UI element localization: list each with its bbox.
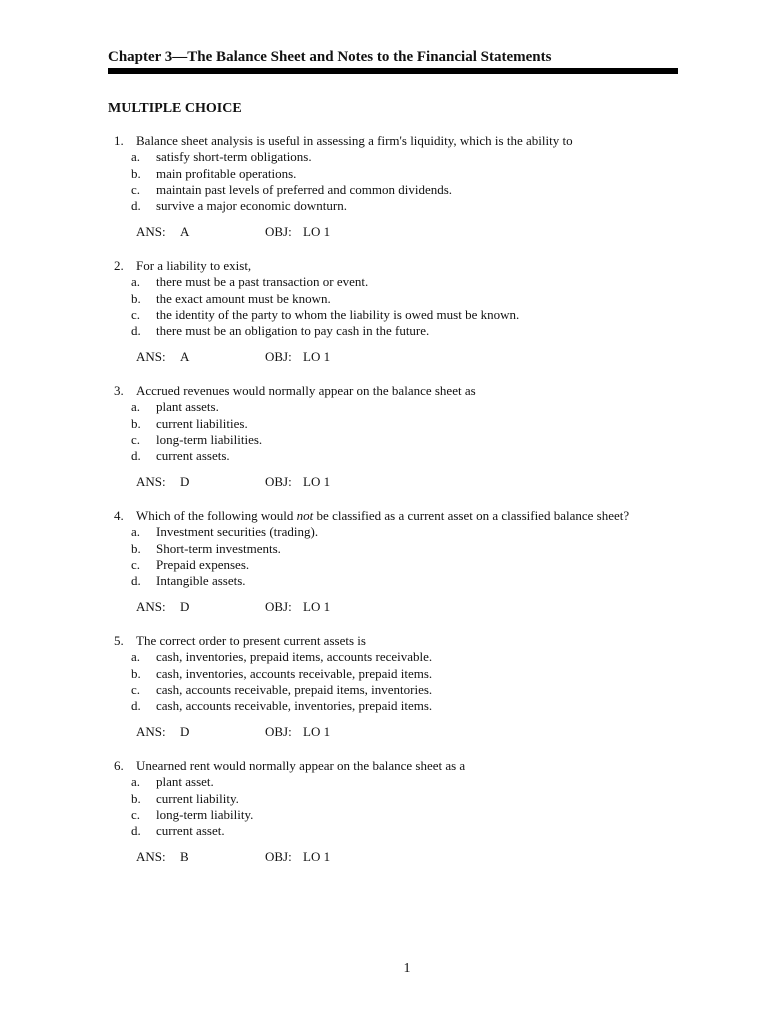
option-text: long-term liabilities. [156, 431, 263, 447]
option-b [114, 416, 694, 432]
option-d [114, 323, 694, 339]
objective-label: OBJ: [265, 224, 292, 240]
option-text: cash, accounts receivable, prepaid items, inventories. [156, 681, 433, 697]
option-letter: c. [131, 681, 141, 697]
question-number: 3. [114, 383, 124, 398]
answer-value: A [180, 349, 190, 365]
option-letter: b. [131, 665, 141, 681]
option-text: cash, accounts receivable, inventories, prepaid items. [156, 698, 433, 714]
option-letter: a. [131, 774, 141, 790]
objective-value: LO 1 [303, 849, 331, 865]
answer-value: A [180, 224, 190, 240]
option-c [114, 807, 694, 823]
objective-label: OBJ: [265, 849, 292, 865]
option-letter: a. [131, 649, 141, 665]
option-d [114, 823, 694, 839]
option-text: the identity of the party to whom the liability is owed must be known. [156, 306, 520, 322]
option-text: the exact amount must be known. [156, 290, 331, 306]
option-letter: b. [131, 165, 141, 181]
option-letter: d. [131, 823, 141, 839]
answer-label: ANS: [136, 224, 166, 240]
option-b [114, 541, 694, 557]
option-c [114, 557, 694, 573]
answer-value: D [180, 599, 190, 615]
option-letter: d. [131, 573, 141, 589]
option-text: there must be a past transaction or event. [156, 274, 369, 290]
option-b [114, 791, 694, 807]
option-letter: a. [131, 149, 141, 165]
question-number: 6. [114, 758, 124, 773]
option-c [114, 307, 694, 323]
option-c [114, 432, 694, 448]
option-text: current asset. [156, 823, 225, 839]
option-letter: d. [131, 698, 141, 714]
answer-line [114, 224, 694, 240]
option-letter: d. [131, 323, 141, 339]
objective-label: OBJ: [265, 349, 292, 365]
objective-value: LO 1 [303, 224, 331, 240]
question-stem [114, 633, 694, 649]
objective-value: LO 1 [303, 724, 331, 740]
answer-line [114, 349, 694, 365]
option-a [114, 774, 694, 790]
option-text: cash, inventories, accounts receivable, prepaid items. [156, 665, 433, 681]
answer-value: D [180, 724, 190, 740]
question-text: Accrued revenues would normally appear on the balance sheet as [136, 383, 476, 398]
option-text: satisfy short-term obligations. [156, 149, 312, 165]
option-text: current liabilities. [156, 415, 248, 431]
question-text-before: Which of the following would [136, 508, 297, 523]
option-b [114, 166, 694, 182]
option-text: current assets. [156, 448, 230, 464]
option-letter: a. [131, 399, 141, 415]
option-letter: b. [131, 290, 141, 306]
question-text: Unearned rent would normally appear on the balance sheet as a [136, 758, 466, 773]
question-2 [114, 258, 694, 365]
option-letter: b. [131, 540, 141, 556]
option-text: cash, inventories, prepaid items, accounts receivable. [156, 649, 433, 665]
question-emphasis: not [296, 508, 314, 523]
question-6 [114, 758, 694, 865]
objective-value: LO 1 [303, 349, 331, 365]
option-text: Intangible assets. [156, 573, 246, 589]
question-text [136, 508, 629, 524]
option-text: Prepaid expenses. [156, 556, 250, 572]
option-text: current liability. [156, 790, 239, 806]
option-text: survive a major economic downturn. [156, 198, 347, 214]
question-number: 1. [114, 133, 124, 148]
objective-label: OBJ: [265, 474, 292, 490]
option-text: plant asset. [156, 774, 214, 790]
option-letter: c. [131, 181, 141, 197]
option-d [114, 573, 694, 589]
option-letter: c. [131, 306, 141, 322]
option-text: long-term liability. [156, 806, 254, 822]
option-text: Investment securities (trading). [156, 524, 319, 540]
option-a [114, 399, 694, 415]
option-text: plant assets. [156, 399, 219, 415]
option-letter: d. [131, 198, 141, 214]
question-stem [114, 133, 694, 149]
option-text: main profitable operations. [156, 165, 297, 181]
objective-value: LO 1 [303, 599, 331, 615]
option-d [114, 198, 694, 214]
question-4 [114, 508, 694, 615]
question-stem [114, 258, 694, 274]
option-d [114, 448, 694, 464]
option-d [114, 698, 694, 714]
question-3 [114, 383, 694, 490]
option-letter: a. [131, 274, 141, 290]
answer-line [114, 849, 694, 865]
question-text: The correct order to present current assets is [136, 633, 366, 648]
objective-value: LO 1 [303, 474, 331, 490]
answer-line [114, 599, 694, 615]
option-letter: c. [131, 431, 141, 447]
question-stem [114, 383, 694, 399]
answer-label: ANS: [136, 474, 166, 490]
option-a [114, 274, 694, 290]
question-number: 5. [114, 633, 124, 648]
objective-label: OBJ: [265, 724, 292, 740]
option-letter: b. [131, 790, 141, 806]
option-text: maintain past levels of preferred and common dividends. [156, 181, 453, 197]
option-b [114, 291, 694, 307]
header-rule [108, 68, 678, 74]
option-c [114, 682, 694, 698]
question-stem [114, 758, 694, 774]
page-number: 1 [403, 961, 411, 976]
option-c [114, 182, 694, 198]
objective-label: OBJ: [265, 599, 292, 615]
question-stem [114, 508, 694, 524]
question-number: 4. [114, 508, 124, 523]
question-1 [114, 133, 694, 240]
option-a [114, 649, 694, 665]
option-letter: c. [131, 556, 141, 572]
question-text: For a liability to exist, [136, 258, 252, 273]
answer-line [114, 474, 694, 490]
question-number: 2. [114, 258, 124, 273]
option-letter: d. [131, 448, 141, 464]
option-b [114, 666, 694, 682]
option-text: Short-term investments. [156, 540, 281, 556]
option-a [114, 149, 694, 165]
answer-label: ANS: [136, 724, 166, 740]
answer-value: B [180, 849, 189, 865]
answer-line [114, 724, 694, 740]
answer-label: ANS: [136, 849, 166, 865]
option-a [114, 524, 694, 540]
question-5 [114, 633, 694, 740]
page-header [108, 47, 678, 74]
answer-value: D [180, 474, 190, 490]
answer-label: ANS: [136, 599, 166, 615]
option-letter: a. [131, 524, 141, 540]
question-text-after: be classified as a current asset on a classified balance sheet? [313, 508, 630, 523]
option-letter: b. [131, 415, 141, 431]
section-title: MULTIPLE CHOICE [108, 101, 242, 116]
chapter-title: Chapter 3—The Balance Sheet and Notes to the Financial Statements [108, 49, 552, 65]
answer-label: ANS: [136, 349, 166, 365]
option-text: there must be an obligation to pay cash in the future. [156, 323, 430, 339]
option-letter: c. [131, 806, 141, 822]
question-text: Balance sheet analysis is useful in assessing a firm's liquidity, which is the ability to [136, 133, 573, 148]
